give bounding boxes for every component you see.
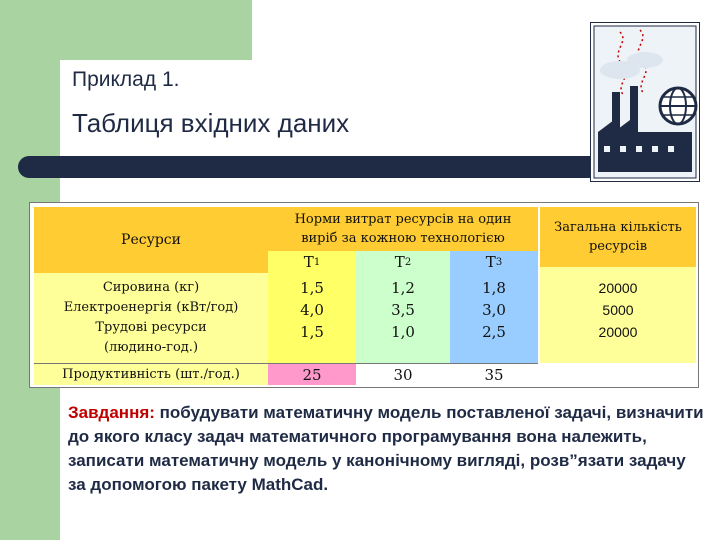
productivity-t1: 25 bbox=[302, 365, 322, 384]
t2-value: 1,0 bbox=[391, 323, 415, 341]
tech-header-t1-base: Т bbox=[303, 253, 314, 271]
tech-header-t2-base: Т bbox=[394, 253, 405, 271]
t1-value: 1,5 bbox=[300, 279, 324, 297]
productivity-t3-cell bbox=[450, 363, 538, 385]
total-value: 20000 bbox=[598, 280, 638, 296]
t3-value: 3,0 bbox=[482, 301, 506, 319]
tech-header-t2 bbox=[356, 251, 450, 273]
norms-header-line2: виріб за кожною технологією bbox=[301, 231, 505, 246]
total-header-line2: ресурсів bbox=[588, 239, 648, 254]
total-header-cell bbox=[540, 207, 696, 267]
tech-header-t1 bbox=[268, 251, 356, 273]
productivity-label: Продуктивність (шт./год.) bbox=[62, 367, 240, 382]
t2-value: 1,2 bbox=[391, 279, 415, 297]
tech-header-t3-sub: 3 bbox=[495, 256, 503, 268]
t3-values-cell bbox=[450, 273, 538, 363]
tech-header-t2-sub: 2 bbox=[404, 256, 412, 268]
resources-header: Ресурси bbox=[121, 232, 181, 248]
tech-header-t3-base: Т bbox=[485, 253, 496, 271]
total-header-line1: Загальна кількість bbox=[554, 220, 682, 235]
title-divider-bar bbox=[18, 156, 618, 178]
t2-value: 3,5 bbox=[391, 301, 415, 319]
slide-title: Таблиця вхідних даних bbox=[72, 108, 350, 138]
resource-labor: Трудові ресурси bbox=[95, 320, 207, 335]
productivity-t2: 30 bbox=[393, 365, 413, 384]
data-table bbox=[29, 202, 699, 388]
productivity-t3: 35 bbox=[484, 365, 504, 384]
productivity-label-cell bbox=[34, 363, 268, 385]
resource-labor-unit: (людино-год.) bbox=[103, 340, 199, 355]
task-keyword: Завдання: bbox=[68, 403, 155, 422]
resource-raw-materials: Сировина (кг) bbox=[102, 280, 200, 295]
productivity-t2-cell bbox=[356, 363, 450, 385]
t1-value: 1,5 bbox=[300, 323, 324, 341]
factory-globe-icon bbox=[590, 22, 700, 182]
t1-value: 4,0 bbox=[300, 301, 324, 319]
resource-electricity: Електроенергія (кВт/год) bbox=[63, 300, 239, 315]
t1-values-cell bbox=[268, 273, 356, 363]
productivity-t1-cell bbox=[268, 363, 356, 385]
tech-header-t1-sub: 1 bbox=[313, 256, 321, 268]
tech-header-t3 bbox=[450, 251, 538, 273]
t3-value: 2,5 bbox=[482, 323, 506, 341]
total-value: 20000 bbox=[598, 324, 638, 340]
slide-subtitle: Приклад 1. bbox=[72, 68, 180, 91]
resources-header-cell bbox=[34, 207, 268, 273]
t3-value: 1,8 bbox=[482, 279, 506, 297]
totals-cell bbox=[540, 267, 696, 363]
task-text: побудувати математичну модель поставленої задачі, визначити до якого класу задач математичного програмування вона належить, записати математичну модель у канонічному вигляді, розв”язати задачу за допомогою пакету MathCad. bbox=[68, 403, 704, 494]
norms-header-cell bbox=[268, 207, 538, 251]
t2-values-cell bbox=[356, 273, 450, 363]
total-value: 5000 bbox=[602, 302, 634, 318]
task-description bbox=[68, 401, 708, 497]
resources-list-cell bbox=[34, 273, 268, 363]
norms-header-line1: Норми витрат ресурсів на один bbox=[294, 212, 512, 227]
